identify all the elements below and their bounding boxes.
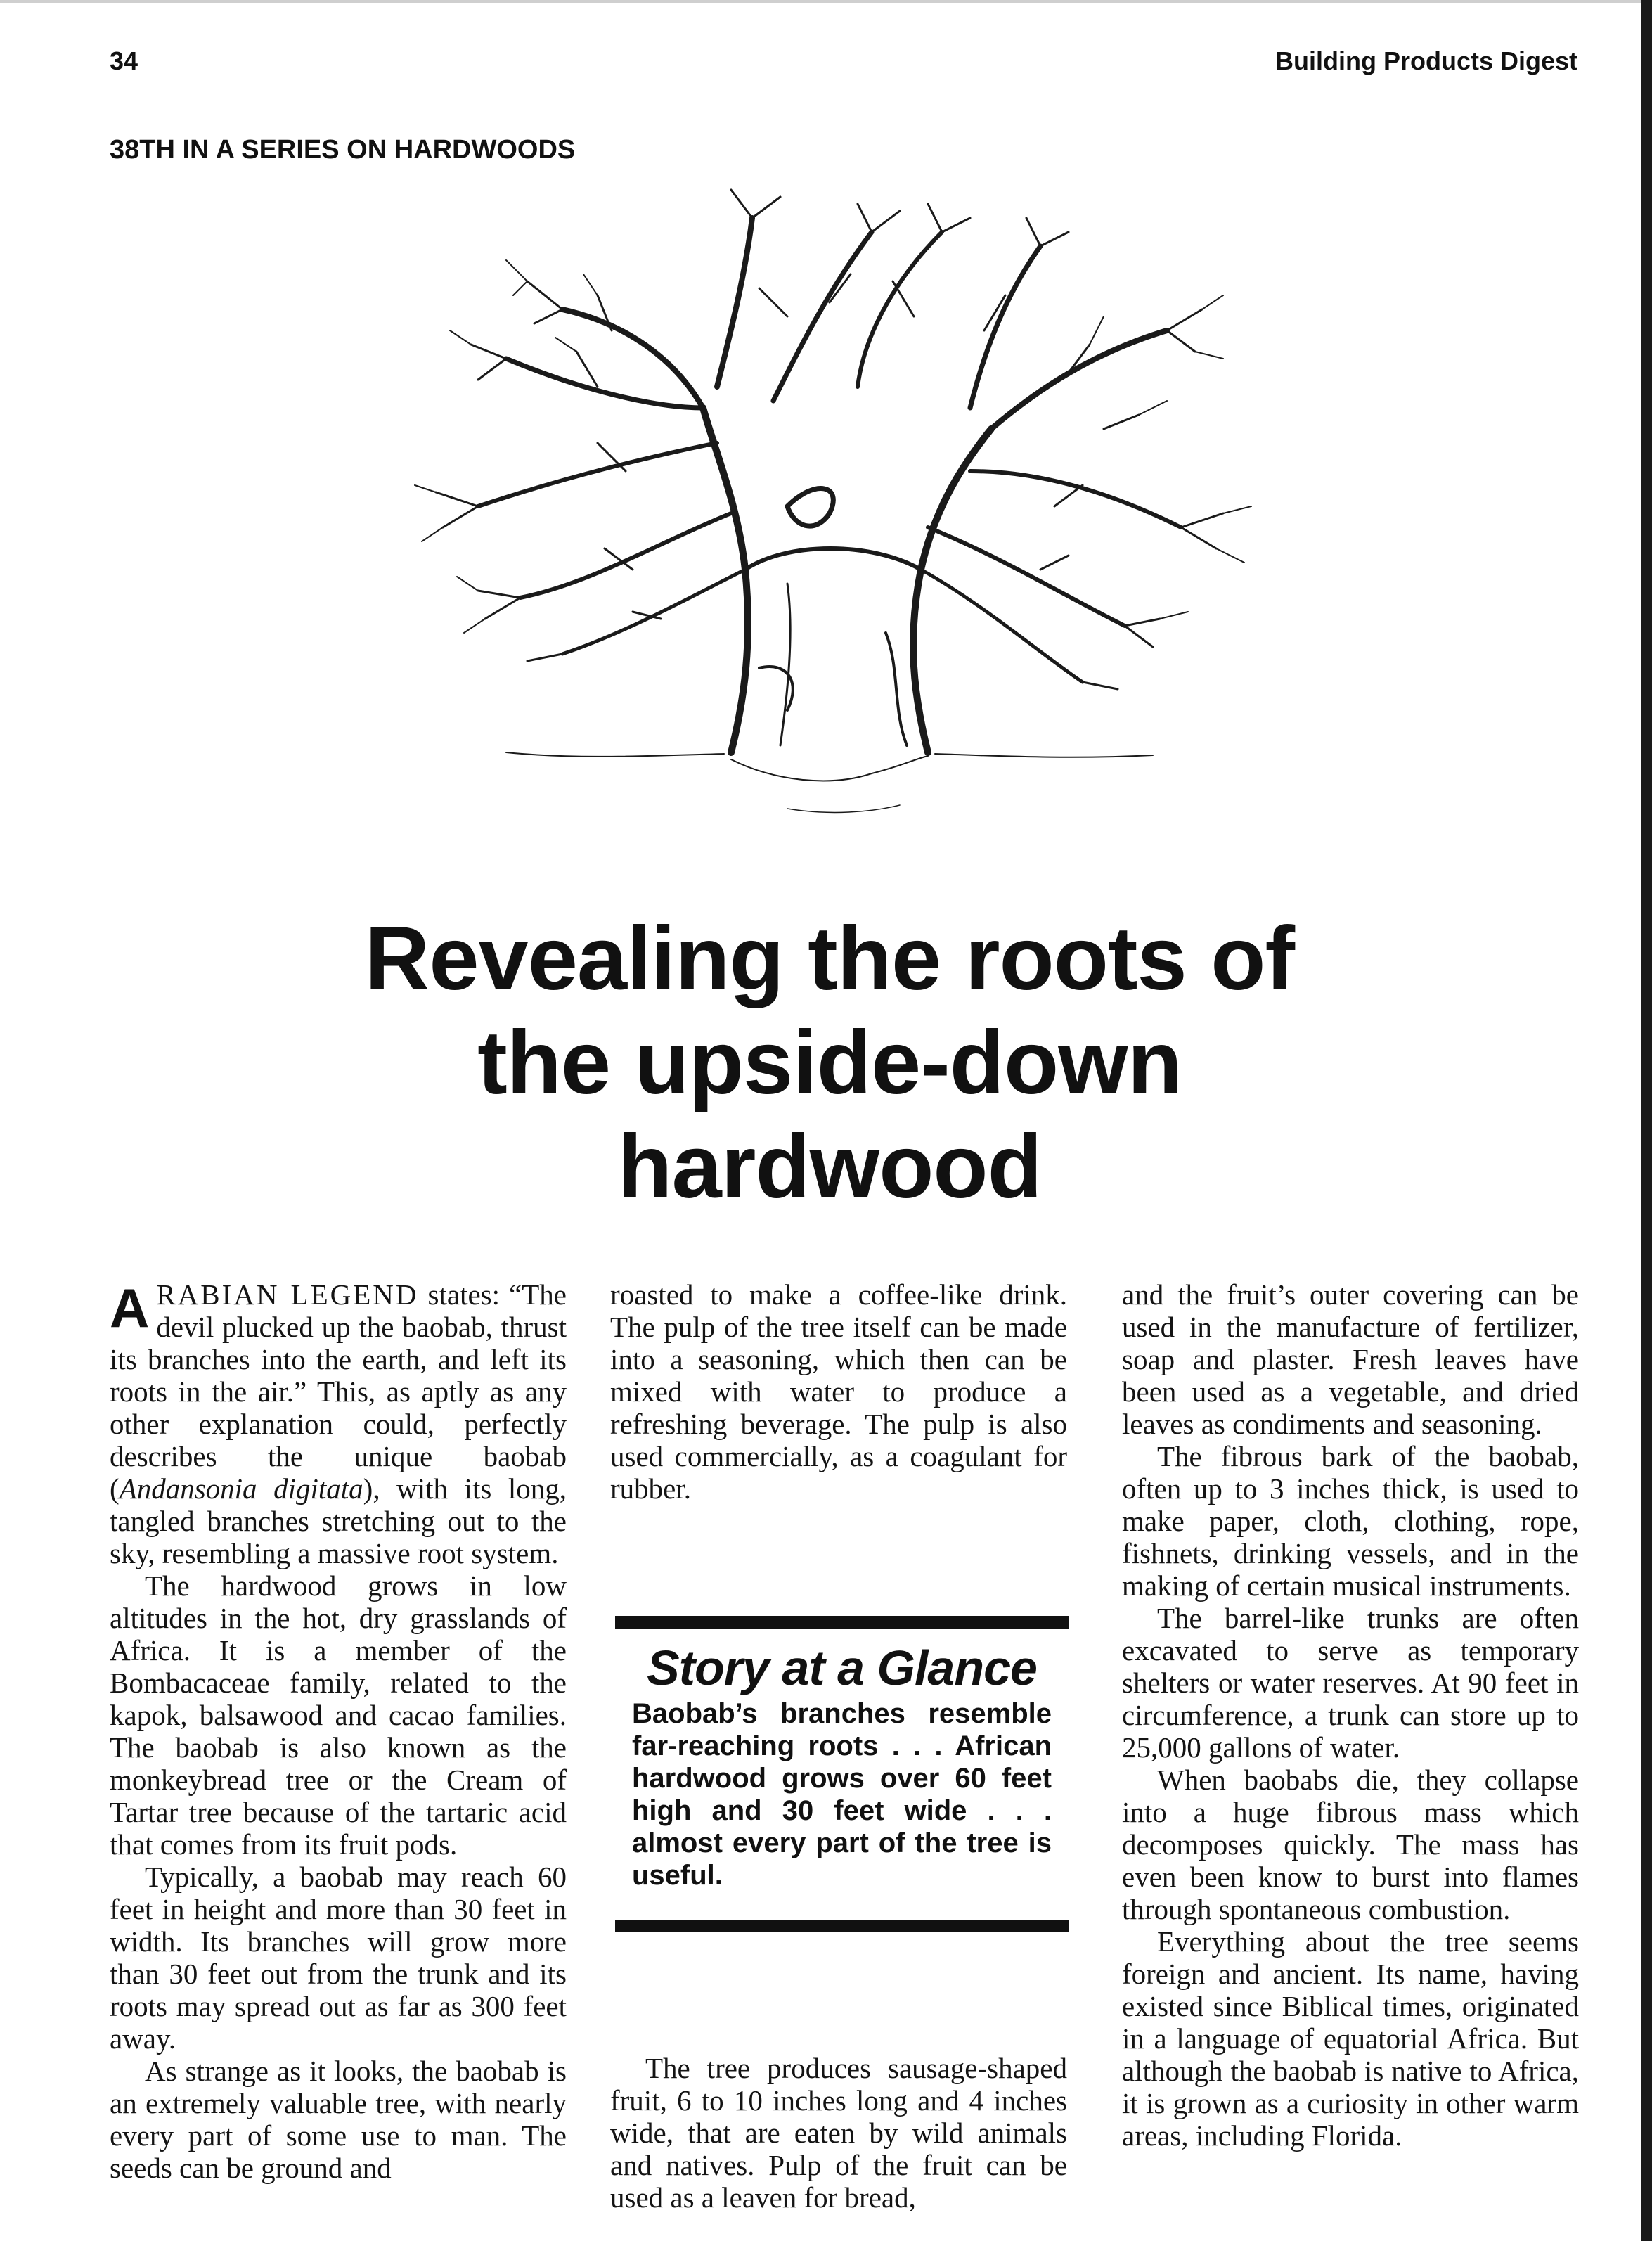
article-column-2-continued: [610, 2052, 1067, 2214]
headline-line-2: the upside-down: [477, 1013, 1182, 1113]
story-at-a-glance-box: [615, 1616, 1069, 1932]
article-paragraph: The hardwood grows in low altitudes in the hot, dry grasslands of Africa. It is a member of the Bombacaceae family, related to the kapok, balsawood and cacao families. The baobab is also known as the monkeybread tree or the Cream of Tartar tree because of the tartaric acid that comes from its fruit pods.: [110, 1569, 567, 1861]
article-paragraph: roasted to make a coffee-like drink. The pulp of the tree itself can be made into a seasoning, which then can be mixed with water to produce a refreshing beverage. The pulp is also used commercially, as a coagulant for rubber.: [610, 1278, 1067, 1505]
sidebar-bottom-rule: [615, 1920, 1069, 1932]
headline-line-1: Revealing the roots of: [364, 908, 1295, 1009]
sidebar-text: Baobab’s branches resemble far-reaching roots . . . African hardwood grows over 60 feet high and 30 feet wide . . . almost every part of the tree is useful.: [632, 1698, 1052, 1891]
article-paragraph: Typically, a baobab may reach 60 feet in height and more than 30 feet in width. Its branches will grow more than 30 feet out from the trunk and its roots may spread out as far as 300 feet away.: [110, 1861, 567, 2055]
drop-cap: A: [110, 1277, 150, 1339]
page-number: 34: [110, 46, 138, 75]
paragraph-text: ), with its long, tangled branches stretching out to the sky, resembling a massive root system.: [110, 1472, 567, 1569]
article-paragraph: [110, 1278, 567, 1569]
article-paragraph: The fibrous bark of the baobab, often up to 3 inches thick, is used to make paper, cloth, clothing, rope, fishnets, drinking vessels, and in the making of certain musical instruments.: [1122, 1440, 1579, 1602]
article-paragraph: As strange as it looks, the baobab is an extremely valuable tree, with nearly every part of some use to man. The seeds can be ground and: [110, 2055, 567, 2184]
scan-top-edge: [0, 0, 1652, 3]
sidebar-title: Story at a Glance: [647, 1640, 1037, 1695]
article-column-3: [1122, 1278, 1579, 2152]
scientific-name: Andansonia digitata: [119, 1472, 363, 1505]
sidebar-top-rule: [615, 1616, 1069, 1629]
paragraph-text: states: “The devil plucked up the baobab, thrust its branches into the earth, and left its roots in the air.” This, as aptly as any other explanation could, perfectly describes the unique baobab (: [110, 1278, 567, 1505]
lead-smallcaps: RABIAN LEGEND: [156, 1278, 419, 1311]
article-paragraph: Everything about the tree seems foreign and ancient. Its name, having existed since Biblical times, originated in a language of equatorial Africa. But although the baobab is native to Africa, it is grown as a curiosity in other warm areas, including Florida.: [1122, 1925, 1579, 2152]
scan-right-edge: [1641, 0, 1652, 2241]
headline: [211, 907, 1448, 1219]
baobab-tree-illustration: [295, 176, 1378, 879]
article-paragraph: and the fruit’s outer covering can be used in the manufacture of fertilizer, soap and plaster. Fresh leaves have been used as a vegetable, and dried leaves as condiments and seasoning.: [1122, 1278, 1579, 1440]
article-column-2: [610, 1278, 1067, 1505]
magazine-title: Building Products Digest: [1275, 46, 1577, 75]
series-label: 38TH IN A SERIES ON HARDWOODS: [110, 135, 576, 165]
article-paragraph: When baobabs die, they collapse into a huge fibrous mass which decomposes quickly. The mass has even been know to burst into flames through spontaneous combustion.: [1122, 1764, 1579, 1925]
article-paragraph: The barrel-like trunks are often excavated to serve as temporary shelters or water reserves. At 90 feet in circumference, a trunk can store up to 25,000 gallons of water.: [1122, 1602, 1579, 1764]
article-column-1: [110, 1278, 567, 2184]
headline-line-3: hardwood: [617, 1117, 1042, 1217]
article-paragraph: The tree produces sausage-shaped fruit, 6 to 10 inches long and 4 inches wide, that are eaten by wild animals and natives. Pulp of the fruit can be used as a leaven for bread,: [610, 2052, 1067, 2214]
